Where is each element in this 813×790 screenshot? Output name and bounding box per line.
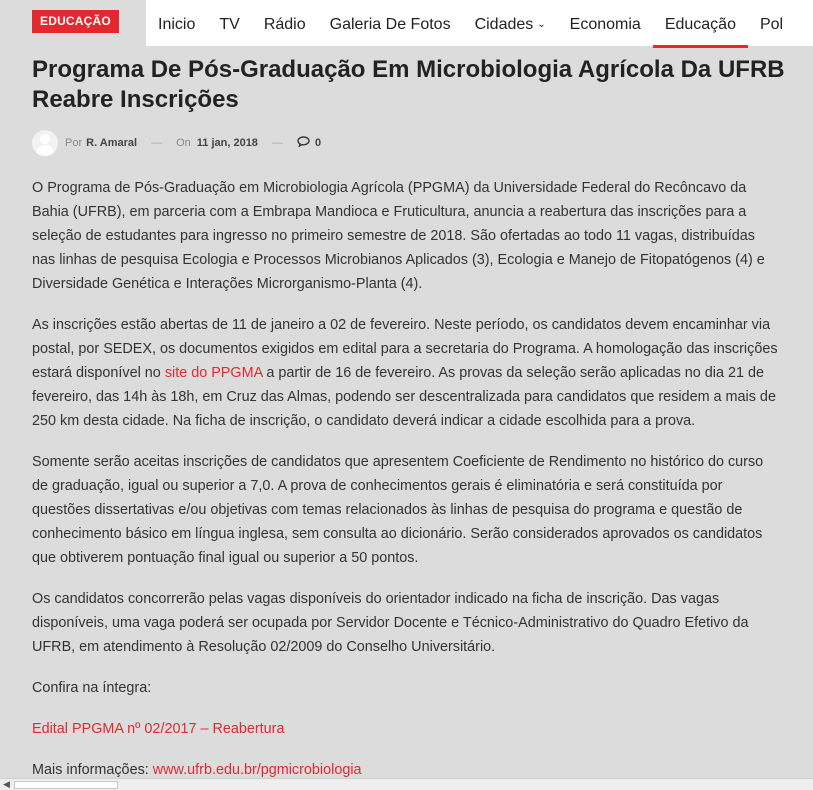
article-meta <box>32 129 321 156</box>
nav-item-tv[interactable] <box>207 0 251 46</box>
scrollbar-thumb[interactable] <box>14 781 118 789</box>
paragraph <box>32 717 782 741</box>
paragraph: Somente serão aceitas inscrições de candidatos que apresentem Coeficiente de Rendimento no histórico do curso de graduação, igual ou superior a 7,0. A prova de conhecimentos gerais é eliminatória e será constituída por questões dissertativas e/ou objetivas com temas relacionados às linhas de pesquisa do programa e questão de conhecimento básico em língua inglesa, sem consulta ao dicionário. Serão considerados aprovados os candidatos que obtiverem pontuação final igual ou superior a 50 pontos. <box>32 454 764 566</box>
more-info-link[interactable]: www.ufrb.edu.br/pgmicrobiologia <box>152 762 362 778</box>
edital-link[interactable]: Edital PPGMA nº 02/2017 – Reabertura <box>32 721 285 737</box>
article-date: 11 jan, 2018 <box>196 136 258 149</box>
nav-item-politica[interactable] <box>748 0 795 46</box>
nav-item-label: Inicio <box>158 16 196 33</box>
main-nav <box>146 0 813 46</box>
author-avatar[interactable] <box>32 130 58 156</box>
nav-item-radio[interactable] <box>252 0 318 46</box>
paragraph-text: a partir de 16 de fevereiro. As provas da seleção serão aplicadas no dia 21 de fevereiro, das 14h às 18h, em Cruz das Almas, podendo ser descentralizada para candidatos que residem a mais de 250 km desta cidade. Na ficha de inscrição, o candidato deverá indicar a cidade escolhida para a prova. <box>32 365 776 429</box>
meta-separator: — <box>151 136 163 149</box>
article-title: Programa De Pós-Graduação Em Microbiologia Agrícola Da UFRB Reabre Inscrições <box>32 56 785 113</box>
by-label: Por <box>65 136 83 149</box>
author-link[interactable]: R. Amaral <box>86 136 138 149</box>
comment-count[interactable]: 0 <box>314 136 322 149</box>
nav-item-label: Pol <box>759 16 784 33</box>
nav-item-label: Educação <box>664 16 736 33</box>
category-badge[interactable]: EDUCAÇÃO <box>32 10 119 33</box>
chevron-down-icon: ⌄ <box>537 19 546 30</box>
nav-item-galeria[interactable] <box>318 0 463 46</box>
paragraph <box>32 313 782 433</box>
on-label: On <box>176 136 191 149</box>
paragraph-text: As inscrições estão abertas de 11 de janeiro a 02 de fevereiro. Neste período, os candidatos devem encaminhar via postal, por SEDEX, os documentos exigidos em edital para a secretaria do Programa. A homologação das inscrições estará disponível no <box>32 317 778 381</box>
nav-item-label: Economia <box>569 16 641 33</box>
nav-item-inicio[interactable] <box>146 0 207 46</box>
article-body <box>32 176 782 778</box>
paragraph: Confira na íntegra: <box>32 680 152 696</box>
nav-item-label: Rádio <box>263 16 306 33</box>
more-info-label: Mais informações: <box>32 762 153 778</box>
paragraph <box>32 758 782 778</box>
nav-item-label: Galeria De Fotos <box>329 16 451 33</box>
nav-item-label: TV <box>219 16 240 33</box>
meta-separator: — <box>271 136 283 149</box>
horizontal-scrollbar[interactable] <box>0 778 813 790</box>
comment-icon[interactable] <box>297 136 310 150</box>
nav-item-cidades[interactable] <box>463 0 558 46</box>
nav-item-economia[interactable] <box>558 0 653 46</box>
site-ppgma-link[interactable]: site do PPGMA <box>164 365 263 381</box>
paragraph: O Programa de Pós-Graduação em Microbiologia Agrícola (PPGMA) da Universidade Federal do Recôncavo da Bahia (UFRB), em parceria com a Embrapa Mandioca e Fruticultura, anuncia a reabertura das inscrições para a seleção de estudantes para ingresso no primeiro semestre de 2018. São ofertadas ao todo 11 vagas, distribuídas nas linhas de pesquisa Ecologia e Processos Microbianos Aplicados (3), Ecologia e Manejo de Fitopatógenos (4) e Diversidade Genética e Interações Microrganismo-Planta (4). <box>32 180 765 292</box>
nav-item-educacao[interactable] <box>653 0 748 46</box>
nav-item-label: Cidades <box>474 16 534 33</box>
paragraph: Os candidatos concorrerão pelas vagas disponíveis do orientador indicado na ficha de inscrição. Das vagas disponíveis, uma vaga poderá ser ocupada por Servidor Docente e Técnico-Administrativo do Quadro Efetivo da UFRB, em atendimento à Resolução 02/2009 do Conselho Universitário. <box>32 591 749 655</box>
scroll-left-icon[interactable]: ◀ <box>3 779 10 789</box>
